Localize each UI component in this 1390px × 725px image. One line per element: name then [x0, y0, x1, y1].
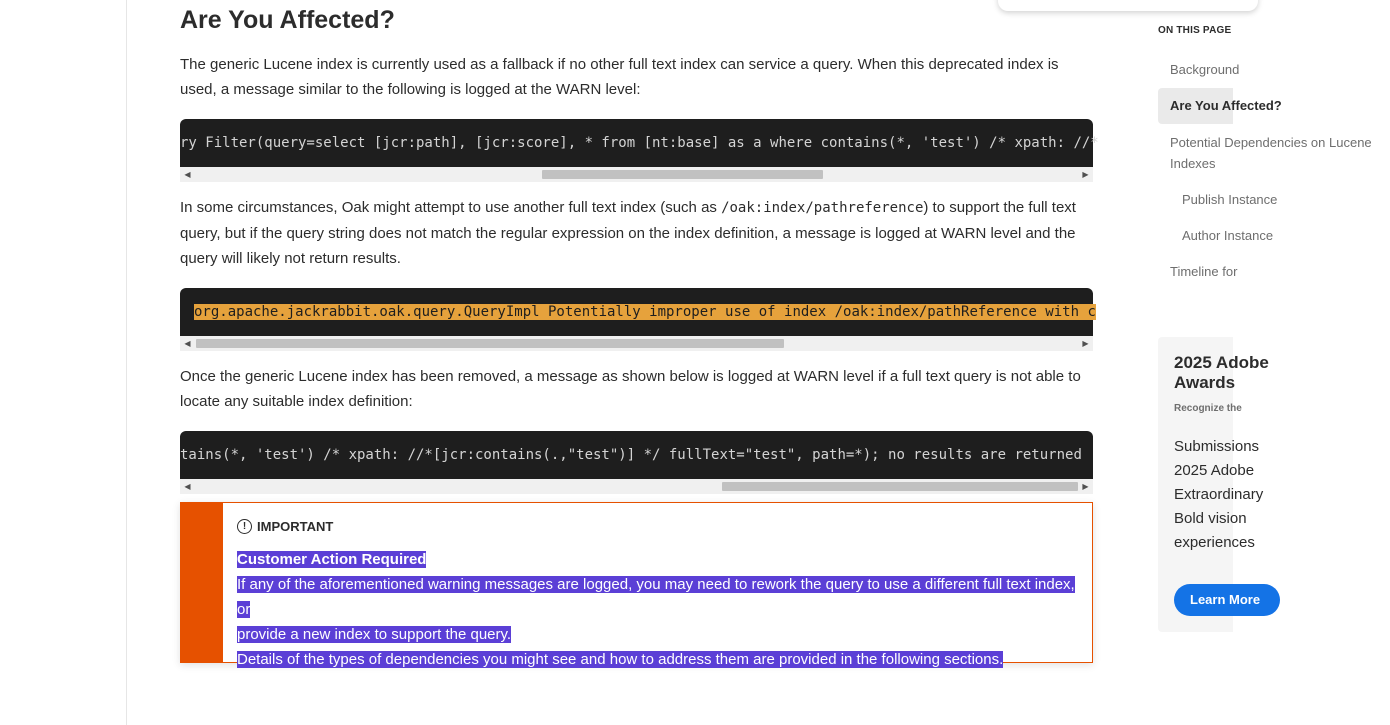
code-body — [180, 119, 1099, 167]
alert-text: provide a new index to support the query. — [237, 626, 512, 643]
scrollbar-thumb[interactable] — [542, 170, 823, 179]
code-block-no-results — [180, 431, 1093, 494]
code-block-improper-index — [180, 288, 1096, 351]
alert-body — [237, 547, 1083, 672]
alert-text: If any of the aforementioned warning messages are logged, you may need to rework the query to use a different full text index, or — [237, 576, 1075, 618]
scroll-left-arrow-icon[interactable]: ◀ — [184, 170, 191, 179]
code-text: ry Filter(query=select [jcr:path], [jcr:score], * from [nt:base] as a where contains(*, 'test') /* xpath: //* — [180, 135, 1099, 151]
intro-paragraph: The generic Lucene index is currently used as a fallback if no other full text index can service a query. When this deprecated index is used, a message similar to the following is logged at the WARN level: — [180, 56, 1059, 98]
toc-item-author-instance[interactable]: Author Instance — [1182, 228, 1274, 243]
code-block-warn-message — [180, 119, 1099, 182]
promo-body-line: Extraordinary — [1174, 486, 1264, 503]
toc-item-publish-instance[interactable]: Publish Instance — [1182, 192, 1278, 207]
promo-body — [1174, 435, 1263, 555]
promo-subtitle: Recognize the — [1174, 403, 1242, 414]
pathreference-paragraph — [180, 195, 1093, 271]
alert-heading: Customer Action Required — [237, 551, 427, 568]
horizontal-scrollbar[interactable] — [180, 479, 1093, 494]
paragraph-text: In some circumstances, Oak might attempt to use another full text index (such as — [180, 199, 722, 216]
code-body — [180, 431, 1093, 479]
promo-title — [1174, 353, 1269, 393]
toc-heading: ON THIS PAGE — [1158, 25, 1232, 36]
floating-popover — [998, 0, 1258, 11]
code-body — [180, 288, 1096, 336]
toc-item-timeline[interactable]: Timeline for — [1170, 264, 1238, 279]
left-navigation-rail — [0, 0, 127, 725]
promo-title-line: 2025 Adobe — [1174, 353, 1269, 372]
horizontal-scrollbar[interactable] — [180, 336, 1093, 351]
code-text: tains(*, 'test') /* xpath: //*[jcr:contains(.,"test")] */ fullText="test", path=*); no results are returned — [180, 447, 1082, 463]
promo-card — [1158, 337, 1269, 632]
alert-label — [237, 519, 333, 534]
alert-accent-bar — [181, 503, 223, 662]
scrollbar-thumb[interactable] — [722, 482, 1078, 491]
table-of-contents — [1158, 52, 1372, 290]
toc-item-are-you-affected[interactable]: Are You Affected? — [1158, 88, 1233, 124]
promo-body-line: Submissions — [1174, 438, 1260, 455]
paragraph-text: ) to support the full text query, but if the query string does not match the regular expression on the index definition, a message is logged at WARN level and the query will likely not return results. — [180, 199, 1076, 267]
important-alert — [180, 502, 1093, 668]
alert-circle-icon: ! — [237, 519, 252, 534]
horizontal-scrollbar[interactable] — [180, 167, 1093, 182]
promo-title-line: Awards — [1174, 373, 1236, 392]
scroll-right-arrow-icon[interactable]: ▶ — [1082, 339, 1089, 348]
promo-body-line: Bold vision — [1174, 510, 1247, 527]
scroll-right-arrow-icon[interactable]: ▶ — [1082, 482, 1089, 491]
code-text-highlighted — [194, 288, 1096, 336]
toc-item-background[interactable]: Background — [1170, 62, 1240, 77]
inline-code: /oak:index/pathreference — [721, 200, 924, 216]
scroll-left-arrow-icon[interactable]: ◀ — [184, 339, 191, 348]
learn-more-button[interactable]: Learn More — [1174, 584, 1280, 616]
section-title: Are You Affected? — [180, 6, 395, 34]
scroll-right-arrow-icon[interactable]: ▶ — [1082, 170, 1089, 179]
alert-label-text: IMPORTANT — [257, 519, 334, 534]
removal-paragraph: Once the generic Lucene index has been removed, a message as shown below is logged at WARN level if a full text query is not able to locate any suitable index definition: — [180, 368, 1081, 410]
scroll-left-arrow-icon[interactable]: ◀ — [184, 482, 191, 491]
scrollbar-thumb[interactable] — [196, 339, 784, 348]
promo-body-line: experiences — [1174, 534, 1255, 551]
promo-body-line: 2025 Adobe — [1174, 462, 1255, 479]
highlighted-code: org.apache.jackrabbit.oak.query.QueryImpl Potentially improper use of index /oak:index/pathReference with c — [194, 304, 1096, 320]
alert-text: Details of the types of dependencies you might see and how to address them are provided in the following sections. — [237, 651, 1004, 668]
toc-item-potential-dependencies[interactable]: Potential Dependencies on Lucene Indexes — [1170, 135, 1372, 171]
